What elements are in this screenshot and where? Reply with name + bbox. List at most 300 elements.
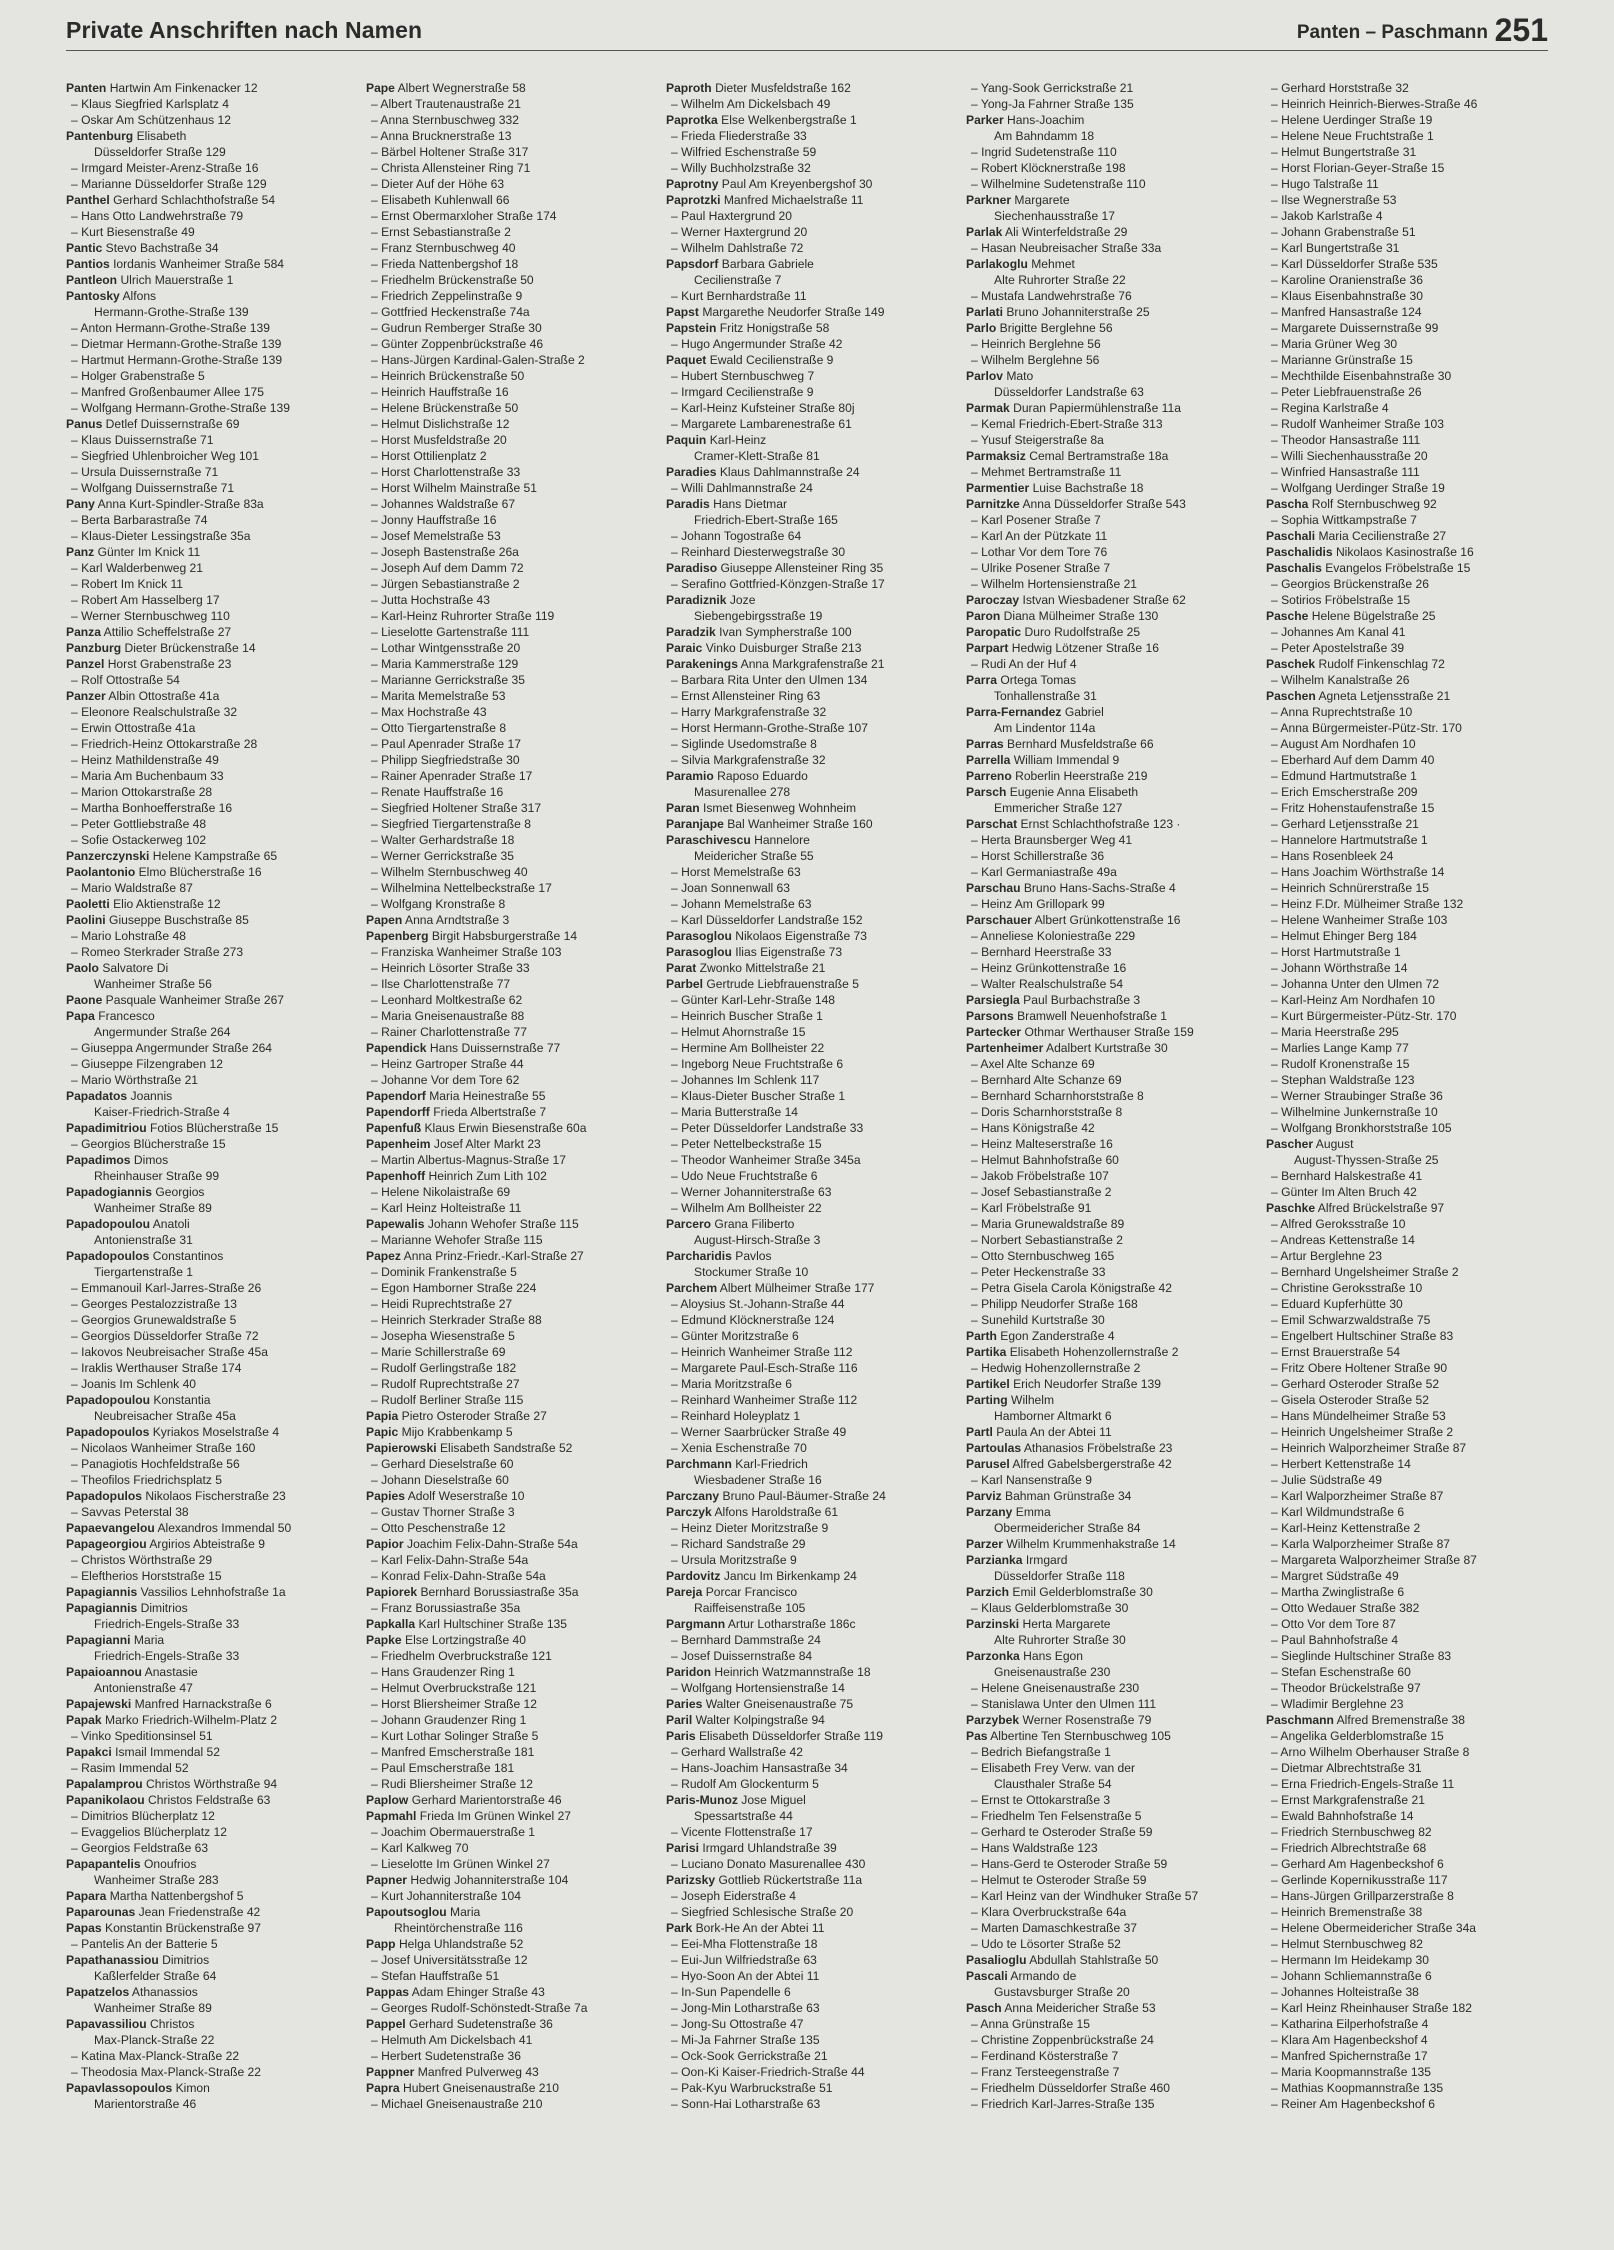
sub-entry-line: – Anneliese Koloniestraße 229 (971, 929, 1136, 943)
continuation-line: Meidericher Straße 55 (694, 849, 814, 863)
sub-entry-line: – Peter Nettelbeckstraße 15 (671, 1137, 822, 1151)
entry-text: Elio Aktienstraße 12 (113, 897, 221, 911)
sub-entry-line: – Dietmar Albrechtstraße 31 (1271, 1761, 1422, 1775)
entry-text: Birgit Habsburgerstraße 14 (431, 929, 578, 943)
sub-entry-line: – Siglinde Usedomstraße 8 (671, 737, 817, 751)
sub-entry-line: – Marianne Düsseldorfer Straße 129 (71, 177, 267, 191)
sub-entry-line: – Mario Waldstraße 87 (71, 881, 193, 895)
entry-text: Else Welkenbergstraße 1 (721, 113, 857, 127)
sub-entry-line: – Heinz F.Dr. Mülheimer Straße 132 (1271, 897, 1464, 911)
sub-entry-line: – Anna Grünstraße 15 (971, 2017, 1090, 2031)
sub-entry-line: – Edmund Klöcknerstraße 124 (671, 1313, 835, 1327)
continuation-line: Raiffeisenstraße 105 (694, 1601, 806, 1615)
surname: Papsdorf (666, 257, 719, 271)
sub-entry-line: – Josef Memelstraße 53 (371, 529, 501, 543)
entry-line (66, 1696, 356, 1712)
entry-text: Gerhard Schlachthofstraße 54 (113, 193, 276, 207)
sub-entry-line: – Hans Mündelheimer Straße 53 (1271, 1409, 1446, 1423)
surname: Paschmann (1266, 1713, 1334, 1727)
surname: Papatzelos (66, 1985, 130, 1999)
sub-entry-line: – Karl-Heinz Ruhrorter Straße 119 (371, 609, 555, 623)
sub-entry-line: – Christine Geroksstraße 10 (1271, 1281, 1423, 1295)
surname: Papenfuß (366, 1121, 422, 1135)
entry-line (666, 624, 956, 640)
entry-text: Rudolf Finkenschlag 72 (1318, 657, 1445, 671)
entry-line (966, 1952, 1256, 1968)
entry-line (966, 112, 1256, 128)
entry-line (366, 1408, 656, 1424)
sub-entry-line: – Renate Hauffstraße 16 (371, 785, 504, 799)
sub-entry-line: – Reinhard Holeyplatz 1 (671, 1409, 801, 1423)
sub-entry-line: – Wilhelm Sternbuschweg 40 (371, 865, 528, 879)
sub-entry-line: – Iraklis Werthauser Straße 174 (71, 1361, 242, 1375)
sub-entry-line: – Stefan Eschenstraße 60 (1271, 1665, 1411, 1679)
entry-text: Artur Lotharstraße 186c (727, 1617, 856, 1631)
sub-entry-line: – Helmut Bahnhofstraße 60 (971, 1153, 1119, 1167)
entry-line (66, 1712, 356, 1728)
entry-text: Gerhard Sudetenstraße 36 (409, 2017, 553, 2031)
surname: Papia (366, 1409, 399, 1423)
entry-line (966, 736, 1256, 752)
sub-entry-line: – Norbert Sebastianstraße 2 (971, 1233, 1123, 1247)
page-number: 251 (1494, 12, 1548, 48)
sub-entry-line: – Rasim Immendal 52 (71, 1761, 189, 1775)
sub-entry-line: – Werner Johanniterstraße 63 (671, 1185, 832, 1199)
sub-entry-line: – Horst Wilhelm Mainstraße 51 (371, 481, 537, 495)
surname: Parbel (666, 977, 703, 991)
surname: Parting (966, 1393, 1008, 1407)
sub-entry-line: – Berta Barbarastraße 74 (71, 513, 208, 527)
entry-line (366, 1872, 656, 1888)
sub-entry-line: – Marianne Gerrickstraße 35 (371, 673, 525, 687)
entry-text: Athanassios (131, 1985, 198, 1999)
sub-entry-line: – Dimitrios Blücherplatz 12 (71, 1809, 215, 1823)
surname: Papadopoulos (66, 1249, 150, 1263)
entry-text: Attilio Scheffelstraße 27 (103, 625, 232, 639)
entry-line (366, 1984, 656, 2000)
surname: Paprotny (666, 177, 719, 191)
sub-entry-line: – Gustav Thorner Straße 3 (371, 1505, 515, 1519)
entry-line (966, 1376, 1256, 1392)
sub-entry-line: – Friedrich Karl-Jarres-Straße 135 (971, 2097, 1155, 2111)
surname: Parlo (966, 321, 997, 335)
sub-entry-line: – Ingeborg Neue Fruchtstraße 6 (671, 1057, 844, 1071)
surname: Papenberg (366, 929, 429, 943)
surname: Paone (66, 993, 103, 1007)
sub-entry-line: – Lothar Wintgensstraße 20 (371, 641, 521, 655)
sub-entry-line: – Eui-Jun Wilfriedstraße 63 (671, 1953, 817, 1967)
entry-line (1266, 1712, 1556, 1728)
sub-entry-line: – Karl Germaniastraße 49a (971, 865, 1117, 879)
sub-entry-line: – Mustafa Landwehrstraße 76 (971, 289, 1132, 303)
continuation-line: Friedrich-Ebert-Straße 165 (694, 513, 838, 527)
entry-line (666, 1248, 956, 1264)
entry-line (966, 672, 1256, 688)
sub-entry-line: – Hans Königstraße 42 (971, 1121, 1095, 1135)
sub-entry-line: – Sophia Wittkampstraße 7 (1271, 513, 1417, 527)
entry-text: Zwonko Mittelstraße 21 (699, 961, 826, 975)
surname: Papner (366, 1873, 407, 1887)
entry-line (966, 1584, 1256, 1600)
sub-entry-line: – Jakob Karlstraße 4 (1271, 209, 1383, 223)
surname: Papic (366, 1425, 399, 1439)
sub-entry-line: – Otto Sternbuschweg 165 (971, 1249, 1115, 1263)
sub-entry-line: – Kurt Bürgermeister-Pütz-Str. 170 (1271, 1009, 1457, 1023)
sub-entry-line: – Helene Nikolaistraße 69 (371, 1185, 511, 1199)
sub-entry-line: – Peter Heckenstraße 33 (971, 1265, 1106, 1279)
entry-text: Hartwin Am Finkenacker 12 (109, 81, 258, 95)
sub-entry-line: – Franz Tersteegenstraße 7 (971, 2065, 1120, 2079)
sub-entry-line: – Horst Florian-Geyer-Straße 15 (1271, 161, 1445, 175)
entry-line (966, 1552, 1256, 1568)
entry-text: Adalbert Kurtstraße 30 (1046, 1041, 1168, 1055)
sub-entry-line: – Kurt Biesenstraße 49 (71, 225, 195, 239)
sub-entry-line: – Margret Südstraße 49 (1271, 1569, 1399, 1583)
sub-entry-line: – Otto Tiergartenstraße 8 (371, 721, 507, 735)
sub-entry-line: – Frieda Nattenbergshof 18 (371, 257, 519, 271)
sub-entry-line: – Werner Gerrickstraße 35 (371, 849, 514, 863)
directory-listing (66, 80, 1556, 2240)
surname: Pape (366, 81, 395, 95)
sub-entry-line: – Robert Im Knick 11 (71, 577, 184, 591)
surname: Parzer (966, 1537, 1003, 1551)
entry-line (966, 400, 1256, 416)
entry-text: Christos Wörthstraße 94 (146, 1777, 278, 1791)
sub-entry-line: – Franz Sternbuschweg 40 (371, 241, 516, 255)
sub-entry-line: – Oskar Am Schützenhaus 12 (71, 113, 231, 127)
continuation-line: Siebengebirgsstraße 19 (694, 609, 823, 623)
surname: Parat (666, 961, 697, 975)
entry-line (66, 1584, 356, 1600)
directory-column-1 (66, 80, 356, 2240)
entry-text: Dimos (133, 1153, 169, 1167)
surname: Pantic (66, 241, 103, 255)
entry-line (666, 464, 956, 480)
surname: Paproth (666, 81, 712, 95)
surname: Parchmann (666, 1457, 732, 1471)
entry-line (366, 1136, 656, 1152)
sub-entry-line: – Heinz Am Grillopark 99 (971, 897, 1105, 911)
entry-line (966, 320, 1256, 336)
entry-line (666, 304, 956, 320)
entry-line (966, 2000, 1256, 2016)
surname: Parcharidis (666, 1249, 732, 1263)
entry-line (66, 688, 356, 704)
entry-text: Bahman Grünstraße 34 (1005, 1489, 1132, 1503)
sub-entry-line: – Jong-Min Lotharstraße 63 (671, 2001, 820, 2015)
sub-entry-line: – Johann Memelstraße 63 (671, 897, 812, 911)
entry-line (66, 2080, 356, 2096)
entry-text: Joze (729, 593, 756, 607)
surname: Parschauer (966, 913, 1032, 927)
continuation-line: Spessartstraße 44 (694, 1809, 793, 1823)
surname: Pascali (966, 1969, 1008, 1983)
surname: Paradiso (666, 561, 718, 575)
surname: Parker (966, 113, 1004, 127)
sub-entry-line: – Marlies Lange Kamp 77 (1271, 1041, 1409, 1055)
surname: Paschen (1266, 689, 1316, 703)
surname: Paschalidis (1266, 545, 1333, 559)
entry-text: William Immendal 9 (1013, 753, 1120, 767)
entry-text: Grana Filiberto (714, 1217, 795, 1231)
sub-entry-line: – Johann Togostraße 64 (671, 529, 802, 543)
sub-entry-line: – Mechthilde Eisenbahnstraße 30 (1271, 369, 1452, 383)
sub-entry-line: – Eberhard Auf dem Damm 40 (1271, 753, 1435, 767)
entry-text: Hans Duissernstraße 77 (429, 1041, 561, 1055)
sub-entry-line: – Wilhelmina Nettelbeckstraße 17 (371, 881, 552, 895)
entry-line (966, 192, 1256, 208)
surname: Pantosky (66, 289, 120, 303)
entry-text: Paul Burbachstraße 3 (1023, 993, 1141, 1007)
sub-entry-line: – Horst Schillerstraße 36 (971, 849, 1105, 863)
entry-text: Pavlos (735, 1249, 772, 1263)
sub-entry-line: – Friedrich Sternbuschweg 82 (1271, 1825, 1432, 1839)
entry-line (66, 864, 356, 880)
entry-text: Barbara Gabriele (721, 257, 814, 271)
entry-line (966, 1440, 1256, 1456)
sub-entry-line: – Friedhelm Düsseldorfer Straße 460 (971, 2081, 1170, 2095)
sub-entry-line: – Karl-Heinz Am Nordhafen 10 (1271, 993, 1436, 1007)
sub-entry-line: – Günter Zoppenbrückstraße 46 (371, 337, 544, 351)
surname: Pasalioglu (966, 1953, 1027, 1967)
sub-entry-line: – Manfred Großenbaumer Allee 175 (71, 385, 264, 399)
sub-entry-line: – Werner Straubinger Straße 36 (1271, 1089, 1443, 1103)
sub-entry-line: – Josef Universitätsstraße 12 (371, 1953, 528, 1967)
surname: Partoulas (966, 1441, 1022, 1455)
sub-entry-line: – Maria Grüner Weg 30 (1271, 337, 1398, 351)
entry-text: Heinrich Watzmannstraße 18 (714, 1665, 871, 1679)
section-title: Private Anschriften nach Namen (66, 17, 423, 43)
sub-entry-line: – Willi Dahlmannstraße 24 (671, 481, 813, 495)
sub-entry-line: – Jürgen Sebastianstraße 2 (371, 577, 520, 591)
continuation-line: Neubreisacher Straße 45a (94, 1409, 236, 1423)
surname: Parizsky (666, 1873, 716, 1887)
sub-entry-line: – Klaus-Dieter Buscher Straße 1 (671, 1089, 846, 1103)
sub-entry-line: – Hubert Sternbuschweg 7 (671, 369, 815, 383)
entry-line (66, 1008, 356, 1024)
entry-line (1266, 656, 1556, 672)
sub-entry-line: – Joan Sonnenwall 63 (671, 881, 791, 895)
surname: Paris (666, 1729, 696, 1743)
entry-text: Anna Prinz-Friedr.-Karl-Straße 27 (403, 1249, 584, 1263)
continuation-line: August-Hirsch-Straße 3 (694, 1233, 821, 1247)
entry-line (366, 1808, 656, 1824)
entry-line (66, 1888, 356, 1904)
sub-entry-line: – Werner Haxtergrund 20 (671, 225, 808, 239)
sub-entry-line: – Bedrich Biefangstraße 1 (971, 1745, 1111, 1759)
sub-entry-line: – Peter Apostelstraße 39 (1271, 641, 1405, 655)
surname: Papajewski (66, 1697, 132, 1711)
sub-entry-line: – Ernst Markgrafenstraße 21 (1271, 1793, 1425, 1807)
surname: Papiorek (366, 1585, 418, 1599)
sub-entry-line: – Friedhelm Ten Felsenstraße 5 (971, 1809, 1142, 1823)
sub-entry-line: – Wilhelm Hortensienstraße 21 (971, 577, 1138, 591)
entry-line (66, 80, 356, 96)
entry-line (366, 2064, 656, 2080)
surname: Papadogiannis (66, 1185, 153, 1199)
sub-entry-line: – Horst Memelstraße 63 (671, 865, 801, 879)
sub-entry-line: – Helene Obermeidericher Straße 34a (1271, 1921, 1477, 1935)
surname: Paschek (1266, 657, 1316, 671)
entry-text: Joannis (130, 1089, 173, 1103)
entry-line (366, 1488, 656, 1504)
surname: Papa (66, 1009, 95, 1023)
entry-text: Frieda Albertstraße 7 (433, 1105, 547, 1119)
surname: Papavassiliou (66, 2017, 147, 2031)
entry-line (966, 640, 1256, 656)
surname: Papalamprou (66, 1777, 143, 1791)
entry-text: Bernhard Borussiastraße 35a (420, 1585, 579, 1599)
surname: Papendick (366, 1041, 427, 1055)
surname: Parzinski (966, 1617, 1020, 1631)
entry-line (966, 1392, 1256, 1408)
entry-text: Margarete (1014, 193, 1070, 207)
entry-line (966, 912, 1256, 928)
sub-entry-line: – Egon Hamborner Straße 224 (371, 1281, 537, 1295)
entry-line (966, 704, 1256, 720)
sub-entry-line: – Savvas Peterstal 38 (71, 1505, 189, 1519)
surname: Papara (66, 1889, 107, 1903)
surname: Parlati (966, 305, 1003, 319)
entry-text: Stevo Bachstraße 34 (105, 241, 219, 255)
surname: Paprotzki (666, 193, 721, 207)
sub-entry-line: – Paul Apenrader Straße 17 (371, 737, 521, 751)
sub-entry-line: – Irmgard Cecilienstraße 9 (671, 385, 814, 399)
entry-line (966, 480, 1256, 496)
surname: Parra-Fernandez (966, 705, 1062, 719)
sub-entry-line: – Peter Liebfrauenstraße 26 (1271, 385, 1422, 399)
continuation-line: Düsseldorfer Landstraße 63 (994, 385, 1144, 399)
entry-line (666, 960, 956, 976)
entry-line (66, 1600, 356, 1616)
continuation-line: Siechenhausstraße 17 (994, 209, 1116, 223)
sub-entry-line: – Doris Scharnhorststraße 8 (971, 1105, 1123, 1119)
entry-line (666, 1568, 956, 1584)
surname: Pantios (66, 257, 110, 271)
surname: Parreno (966, 769, 1012, 783)
entry-line (66, 1744, 356, 1760)
surname: Parras (966, 737, 1004, 751)
surname: Papadopulos (66, 1489, 142, 1503)
sub-entry-line: – Klaus Siegfried Karlsplatz 4 (71, 97, 229, 111)
sub-entry-line: – Manfred Spichernstraße 17 (1271, 2049, 1428, 2063)
surname: Parchem (666, 1281, 718, 1295)
continuation-line: Wanheimer Straße 89 (94, 1201, 212, 1215)
entry-line (66, 272, 356, 288)
sub-entry-line: – Maria Heerstraße 295 (1271, 1025, 1399, 1039)
sub-entry-line: – Hugo Talstraße 11 (1271, 177, 1379, 191)
surname: Papaevangelou (66, 1521, 155, 1535)
sub-entry-line: – Maria Am Buchenbaum 33 (71, 769, 224, 783)
entry-text: Herta Margarete (1022, 1617, 1111, 1631)
sub-entry-line: – Karl Nansenstraße 9 (971, 1473, 1092, 1487)
sub-entry-line: – Klaus Eisenbahnstraße 30 (1271, 289, 1423, 303)
sub-entry-line: – Karl Kalkweg 70 (371, 1841, 469, 1855)
sub-entry-line: – Dominik Frankenstraße 5 (371, 1265, 517, 1279)
entry-text: Hans Egon (1023, 1649, 1083, 1663)
entry-line (66, 1424, 356, 1440)
sub-entry-line: – Ernst Brauerstraße 54 (1271, 1345, 1401, 1359)
entry-text: Karl Hultschiner Straße 135 (418, 1617, 568, 1631)
entry-line (66, 992, 356, 1008)
sub-entry-line: – Giuseppa Angermunder Straße 264 (71, 1041, 273, 1055)
surname: Papmahl (366, 1809, 417, 1823)
surname: Partikel (966, 1377, 1010, 1391)
entry-line (666, 80, 956, 96)
surname: Panzburg (66, 641, 122, 655)
entry-text: Maria (133, 1633, 165, 1647)
sub-entry-line: – Giuseppe Filzengraben 12 (71, 1057, 223, 1071)
surname: Paradies (666, 465, 717, 479)
continuation-line: Tonhallenstraße 31 (994, 689, 1097, 703)
entry-line (66, 1488, 356, 1504)
sub-entry-line: – Rudolf Wanheimer Straße 103 (1271, 417, 1444, 431)
surname: Paradzik (666, 625, 716, 639)
sub-entry-line: – Jakob Fröbelstraße 107 (971, 1169, 1109, 1183)
sub-entry-line: – Karl Walderbenweg 21 (71, 561, 203, 575)
surname: Papp (366, 1937, 396, 1951)
continuation-line: Friedrich-Engels-Straße 33 (94, 1649, 240, 1663)
entry-text: Abdullah Stahlstraße 50 (1029, 1953, 1159, 1967)
surname: Papak (66, 1713, 102, 1727)
entry-line (666, 800, 956, 816)
entry-line (966, 256, 1256, 272)
entry-text: Horst Grabenstraße 23 (107, 657, 232, 671)
sub-entry-line: – Ernst Sebastianstraße 2 (371, 225, 511, 239)
sub-entry-line: – Maria Moritzstraße 6 (671, 1377, 792, 1391)
sub-entry-line: – Eleftherios Horststraße 15 (71, 1569, 222, 1583)
continuation-line: Cramer-Klett-Straße 81 (694, 449, 820, 463)
continuation-line: Wanheimer Straße 89 (94, 2001, 212, 2015)
sub-entry-line: – Helene Neue Fruchtstraße 1 (1271, 129, 1434, 143)
surname: Paran (666, 801, 700, 815)
sub-entry-line: – Wilhelmine Sudetenstraße 110 (971, 177, 1146, 191)
entry-text: Fritz Honigstraße 58 (719, 321, 830, 335)
surname: Paschali (1266, 529, 1316, 543)
sub-entry-line: – Hasan Neubreisacher Straße 33a (971, 241, 1162, 255)
sub-entry-line: – Willy Buchholzstraße 32 (671, 161, 811, 175)
sub-entry-line: – Johann Schliemannstraße 6 (1271, 1969, 1432, 1983)
entry-text: August (1315, 1137, 1354, 1151)
sub-entry-line: – Aloysius St.-Johann-Straße 44 (671, 1297, 845, 1311)
entry-text: Adam Ehinger Straße 43 (411, 1985, 545, 1999)
sub-entry-line: – Gottfried Heckenstraße 74a (371, 305, 530, 319)
entry-line (666, 656, 956, 672)
sub-entry-line: – Mario Lohstraße 48 (71, 929, 186, 943)
entry-line (66, 640, 356, 656)
entry-text: Albert Grünkottenstraße 16 (1034, 913, 1181, 927)
entry-line (66, 1920, 356, 1936)
entry-line (666, 928, 956, 944)
surname: Parsiegla (966, 993, 1020, 1007)
sub-entry-line: – Josef Duissernstraße 84 (671, 1649, 813, 1663)
sub-entry-line: – Heinrich Lösorter Straße 33 (371, 961, 530, 975)
sub-entry-line: – Gerhard Osteroder Straße 52 (1271, 1377, 1440, 1391)
sub-entry-line: – Hans Waldstraße 123 (971, 1841, 1098, 1855)
surname: Parrella (966, 753, 1011, 767)
surname: Paris-Munoz (666, 1793, 738, 1807)
entry-text: Karl-Friedrich (735, 1457, 808, 1471)
sub-entry-line: – Maria Kammerstraße 129 (371, 657, 519, 671)
sub-entry-line: – Helmut Sternbuschweg 82 (1271, 1937, 1423, 1951)
surname: Papageorgiou (66, 1537, 147, 1551)
sub-entry-line: – Friedrich Zeppelinstraße 9 (371, 289, 523, 303)
entry-line (66, 256, 356, 272)
sub-entry-line: – Sieglinde Hultschiner Straße 83 (1271, 1649, 1452, 1663)
sub-entry-line: – Rudi An der Huf 4 (971, 657, 1077, 671)
sub-entry-line: – Otto Wedauer Straße 382 (1271, 1601, 1420, 1615)
sub-entry-line: – Franziska Wanheimer Straße 103 (371, 945, 562, 959)
